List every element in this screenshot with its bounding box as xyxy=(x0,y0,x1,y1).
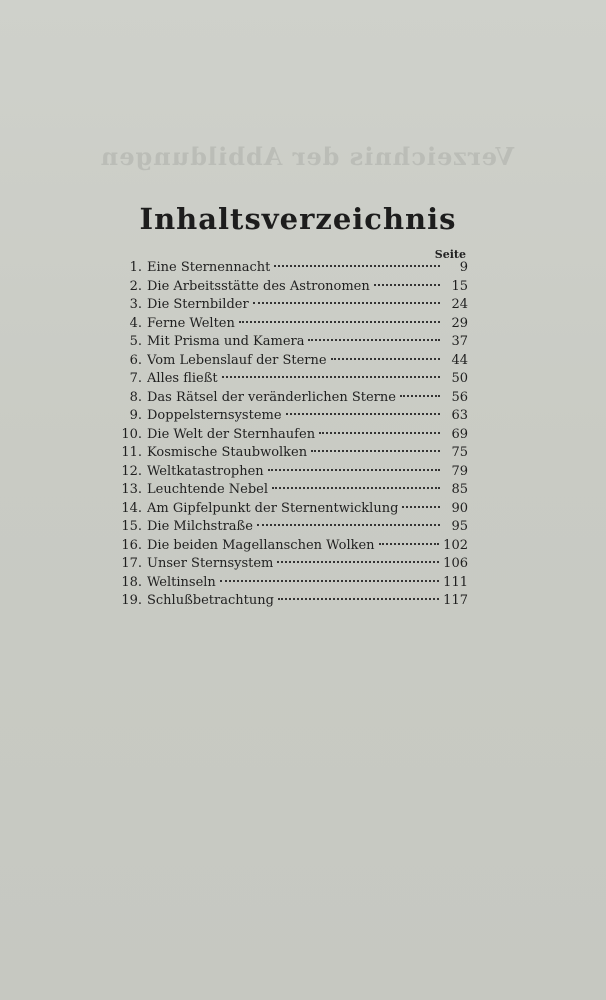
page-title: Inhaltsverzeichnis xyxy=(139,202,457,236)
entry-page: 63 xyxy=(451,408,468,423)
entry-number: 13. xyxy=(121,482,142,497)
dot-leader xyxy=(286,413,440,415)
entry-page: 56 xyxy=(451,389,468,405)
entry-page: 95 xyxy=(451,519,468,534)
entry-title: Am Gipfelpunkt der Sternentwicklung xyxy=(147,500,399,516)
entry-title: Die Arbeitsstätte des Astronomen xyxy=(147,278,370,294)
entry-title: Die Milchstraße xyxy=(147,519,253,534)
entry-number: 17. xyxy=(121,556,142,571)
entry-page: 15 xyxy=(451,278,468,294)
entry-page: 79 xyxy=(451,463,468,479)
dot-leader xyxy=(400,395,440,397)
page-column-header: Seite xyxy=(434,248,466,261)
dot-leader xyxy=(222,376,440,378)
entry-title: Weltkatastrophen xyxy=(147,463,264,479)
entry-page: 102 xyxy=(443,537,468,553)
entry-title: Vom Lebenslauf der Sterne xyxy=(147,352,327,368)
toc-entry xyxy=(112,370,468,389)
toc-entry xyxy=(112,389,468,408)
toc-entry xyxy=(112,315,468,334)
entry-title: Ferne Welten xyxy=(147,315,235,331)
toc-entry xyxy=(112,537,468,556)
toc-entry xyxy=(112,592,468,611)
toc-entry xyxy=(112,555,468,574)
entry-page: 37 xyxy=(451,334,468,349)
entry-number: 18. xyxy=(121,574,142,590)
toc-entry xyxy=(112,574,468,593)
toc-entry xyxy=(112,352,468,371)
dot-leader xyxy=(331,358,440,360)
table-of-contents xyxy=(112,259,468,611)
entry-title: Leuchtende Nebel xyxy=(147,482,269,497)
entry-title: Doppelsternsysteme xyxy=(147,408,282,423)
toc-entry xyxy=(112,333,468,352)
entry-title: Die Sternbilder xyxy=(147,297,249,312)
entry-page: 44 xyxy=(451,352,468,368)
entry-page: 111 xyxy=(443,574,468,590)
toc-entry xyxy=(112,426,468,445)
dot-leader xyxy=(268,469,440,471)
entry-title: Unser Sternsystem xyxy=(147,556,274,571)
dot-leader xyxy=(257,524,440,526)
entry-number: 1. xyxy=(129,260,142,275)
entry-number: 7. xyxy=(129,371,142,386)
toc-entry xyxy=(112,407,468,426)
bleed-through-text: Verzeichnis der Abbildungen xyxy=(99,142,515,171)
entry-title: Weltinseln xyxy=(147,574,216,590)
entry-page: 50 xyxy=(451,371,468,386)
entry-page: 90 xyxy=(451,500,468,516)
entry-page: 106 xyxy=(443,556,468,571)
entry-page: 75 xyxy=(451,445,468,460)
entry-title: Kosmische Staubwolken xyxy=(147,445,308,460)
toc-entry xyxy=(112,278,468,297)
dot-leader xyxy=(253,302,440,304)
entry-number: 8. xyxy=(129,389,142,405)
entry-number: 10. xyxy=(121,426,142,442)
entry-title: Die beiden Magellanschen Wolken xyxy=(147,537,375,553)
entry-number: 15. xyxy=(121,519,142,534)
dot-leader xyxy=(311,450,440,452)
toc-entry xyxy=(112,296,468,315)
toc-entry xyxy=(112,444,468,463)
dot-leader xyxy=(220,580,439,582)
entry-number: 11. xyxy=(121,445,142,460)
dot-leader xyxy=(402,506,440,508)
toc-entry xyxy=(112,463,468,482)
entry-number: 3. xyxy=(129,297,142,312)
entry-number: 14. xyxy=(121,500,142,516)
entry-title: Das Rätsel der veränderlichen Sterne xyxy=(147,389,396,405)
entry-page: 69 xyxy=(451,426,468,442)
toc-entry xyxy=(112,500,468,519)
dot-leader xyxy=(278,598,439,600)
entry-title: Eine Sternennacht xyxy=(147,260,271,275)
entry-number: 5. xyxy=(129,334,142,349)
dot-leader xyxy=(379,543,440,545)
dot-leader xyxy=(239,321,440,323)
entry-page: 29 xyxy=(451,315,468,331)
entry-number: 9. xyxy=(129,408,142,423)
entry-number: 12. xyxy=(121,463,142,479)
entry-page: 117 xyxy=(443,593,468,608)
entry-title: Mit Prisma und Kamera xyxy=(147,334,305,349)
toc-entry xyxy=(112,259,468,278)
entry-page: 85 xyxy=(451,482,468,497)
dot-leader xyxy=(272,487,440,489)
entry-page: 9 xyxy=(459,260,468,275)
entry-number: 16. xyxy=(121,537,142,553)
entry-number: 6. xyxy=(129,352,142,368)
dot-leader xyxy=(277,561,439,563)
entry-title: Alles fließt xyxy=(147,371,218,386)
entry-number: 19. xyxy=(121,593,142,608)
dot-leader xyxy=(274,265,440,267)
entry-title: Die Welt der Sternhaufen xyxy=(147,426,316,442)
dot-leader xyxy=(374,284,440,286)
entry-number: 4. xyxy=(129,315,142,331)
dot-leader xyxy=(319,432,440,434)
toc-entry xyxy=(112,518,468,537)
dot-leader xyxy=(308,339,440,341)
entry-title: Schlußbetrachtung xyxy=(147,593,274,608)
entry-number: 2. xyxy=(129,278,142,294)
toc-entry xyxy=(112,481,468,500)
entry-page: 24 xyxy=(451,297,468,312)
